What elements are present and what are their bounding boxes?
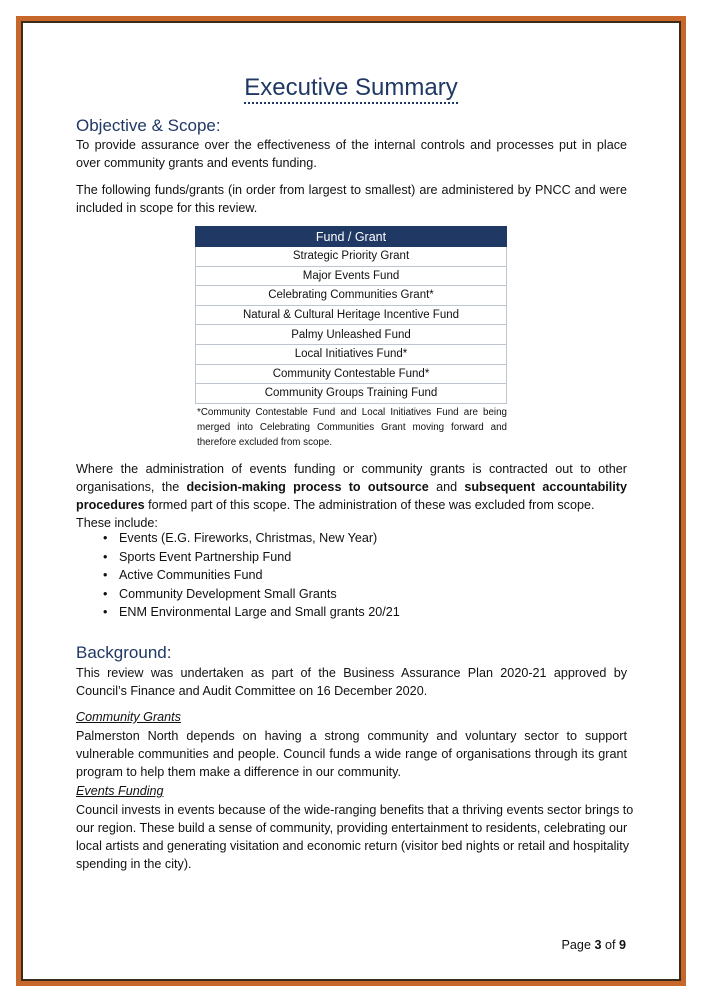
background-paragraph-1: This review was undertaken as part of the Business Assurance Plan 2020-21 approved by Council’s Finance and Audit Committee on 16 December 2020.: [76, 666, 627, 698]
background-heading: Background:: [76, 643, 172, 662]
table-row: Community Groups Training Fund: [196, 384, 507, 404]
list-item: • ENM Environmental Large and Small grants 20/21: [103, 605, 400, 619]
community-grants-subheading: Community Grants: [76, 710, 181, 724]
funds-table-header: Fund / Grant: [196, 227, 507, 247]
background-paragraph-3: Council invests in events because of the wide-ranging benefits that a thriving events sector brings to our region. These build a sense of community, providing entertainment to residents, celebrating our local artists and generating visitation and economic return (visitor bed nights or retail and hospitality spending in the city).: [76, 803, 634, 871]
funds-table: [195, 226, 507, 404]
list-item: • Community Development Small Grants: [103, 586, 337, 601]
table-row: Strategic Priority Grant: [196, 247, 507, 267]
objective-paragraph-1: To provide assurance over the effectiveness of the internal controls and processes put in place over community grants and events funding.: [76, 138, 627, 170]
table-row: Major Events Fund: [196, 266, 507, 286]
table-row: Local Initiatives Fund*: [196, 344, 507, 364]
table-row: Community Contestable Fund*: [196, 364, 507, 384]
list-item: • Events (E.G. Fireworks, Christmas, New Year): [103, 531, 378, 545]
included-bullet-list: [76, 529, 400, 622]
background-paragraph-2: Palmerston North depends on having a strong community and voluntary sector to support vulnerable communities and people. Council funds a wide range of organisations through its grant program to help them make a difference in our community.: [76, 729, 627, 779]
events-funding-subheading: Events Funding: [76, 784, 164, 798]
table-row: Celebrating Communities Grant*: [196, 286, 507, 306]
table-row: Palmy Unleashed Fund: [196, 325, 507, 345]
objective-heading: Objective & Scope:: [76, 116, 221, 135]
objective-paragraph-2: The following funds/grants (in order from largest to smallest) are administered by PNCC and were included in scope for this review.: [76, 183, 627, 215]
page-number: Page 3 of 9: [561, 938, 626, 952]
list-item: • Active Communities Fund: [103, 568, 263, 582]
table-row: Natural & Cultural Heritage Incentive Fund: [196, 305, 507, 325]
list-item: • Sports Event Partnership Fund: [103, 549, 292, 564]
objective-paragraph-3: Where the administration of events funding or community grants is contracted out to other organisations, the decision-making process to outsource and subsequent accountability procedures formed part of this scope. The administration of these was excluded from scope. These include:: [76, 462, 627, 530]
table-footnote: *Community Contestable Fund and Local Initiatives Fund are being merged into Celebrating Communities Grant moving forward and therefore excluded from scope.: [197, 407, 507, 448]
page-title: Executive Summary: [0, 74, 702, 102]
